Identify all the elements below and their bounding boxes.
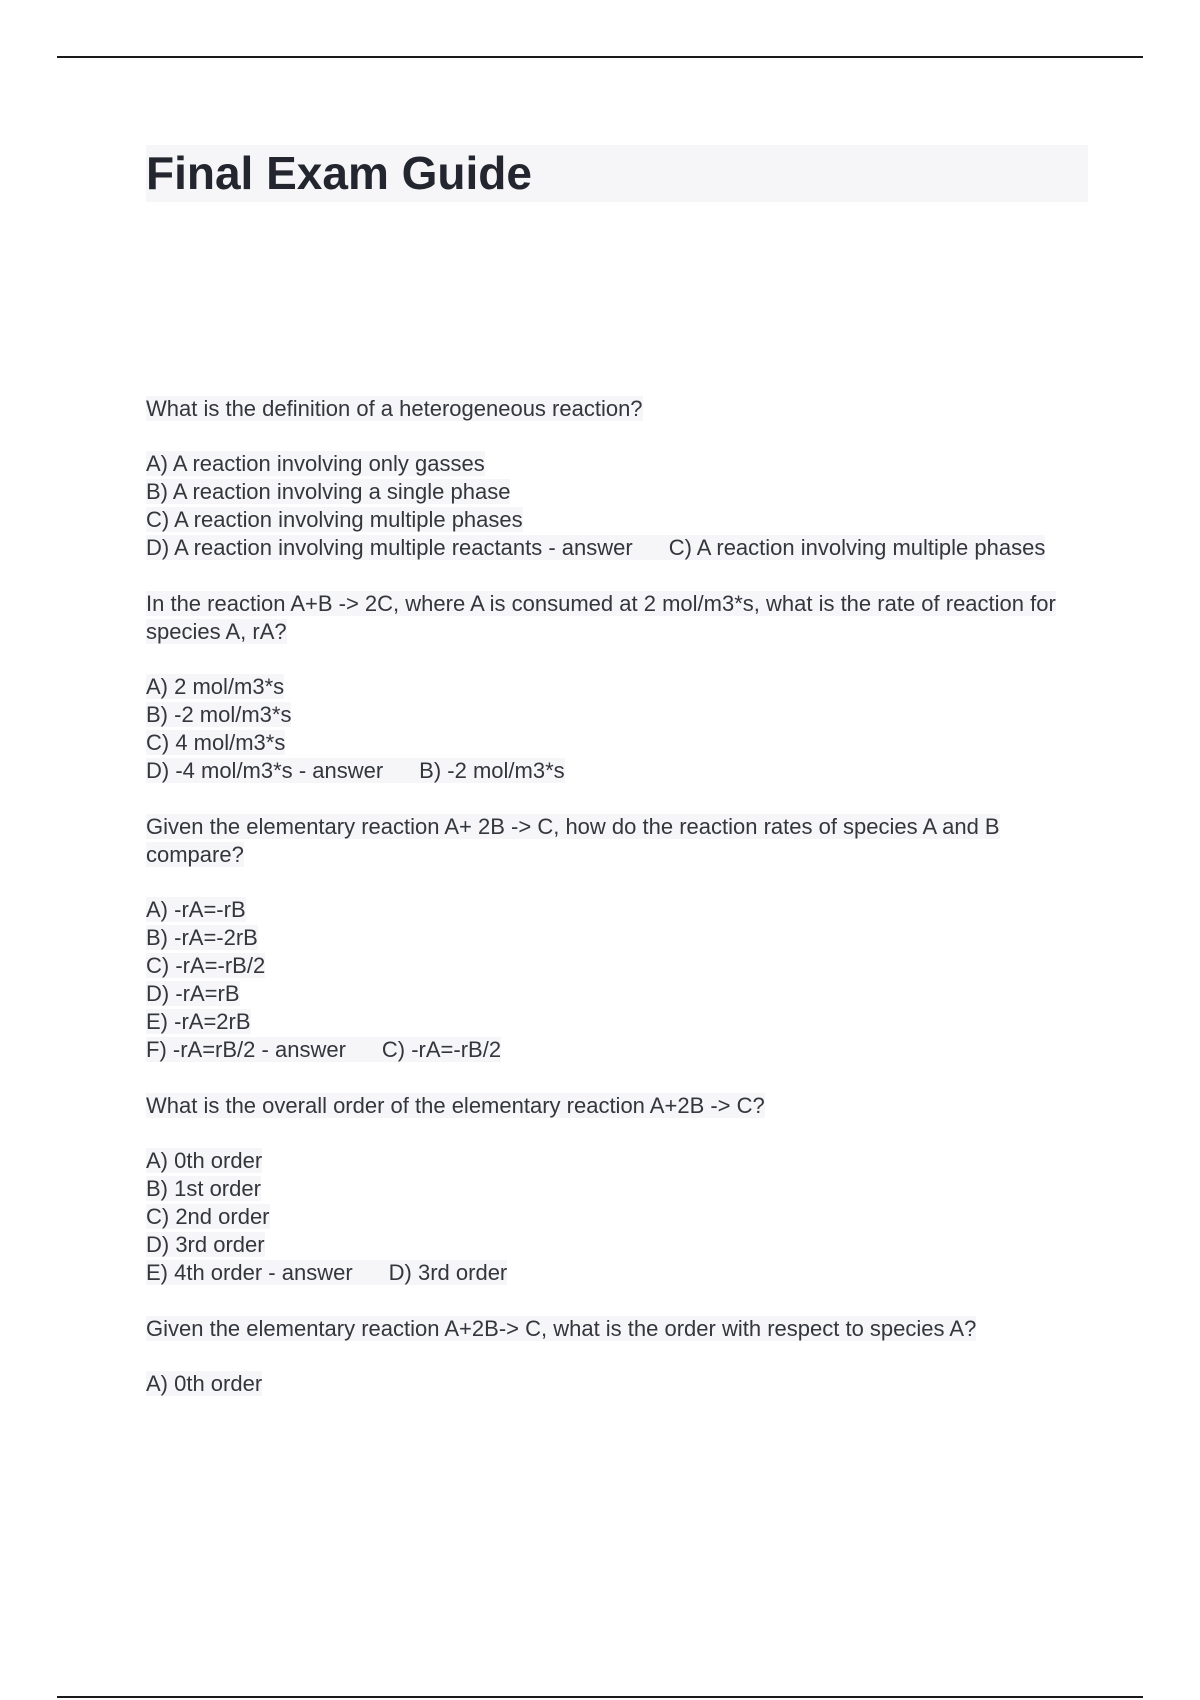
answer-choice: C) 4 mol/m3*s — [146, 730, 286, 755]
answer-choice: D) -4 mol/m3*s — [146, 758, 293, 783]
answer-choice: A) 0th order — [146, 1371, 263, 1396]
question-block — [146, 813, 1096, 1064]
answer-choice: B) 1st order — [146, 1176, 261, 1201]
answer-choice: C) 2nd order — [146, 1204, 270, 1229]
answer-choice: D) -rA=rB — [146, 981, 240, 1006]
answer-choice: A) A reaction involving only gasses — [146, 451, 485, 476]
question-block — [146, 590, 1096, 785]
correct-answer: C) -rA=-rB/2 — [381, 1037, 502, 1062]
document-title: Final Exam Guide — [146, 145, 1088, 202]
answer-separator: - answer — [298, 758, 384, 783]
answer-choice: E) -rA=2rB — [146, 1009, 251, 1034]
answer-choice: E) 4th order — [146, 1260, 263, 1285]
correct-answer: D) 3rd order — [388, 1260, 508, 1285]
answer-choice: A) 2 mol/m3*s — [146, 674, 285, 699]
question-block — [146, 1315, 1096, 1398]
answer-choice: D) 3rd order — [146, 1232, 265, 1257]
question-prompt: What is the overall order of the elementary reaction A+2B -> C? — [146, 1093, 765, 1118]
top-divider — [57, 56, 1143, 58]
correct-answer: B) -2 mol/m3*s — [419, 758, 565, 783]
answer-line — [146, 1259, 1096, 1287]
question-block — [146, 395, 1096, 562]
question-prompt: Given the elementary reaction A+2B-> C, what is the order with respect to species A? — [146, 1316, 977, 1341]
answer-choice: A) 0th order — [146, 1148, 263, 1173]
answer-choice: F) -rA=rB/2 — [146, 1037, 256, 1062]
answer-separator: - answer — [268, 1260, 353, 1285]
answer-choice: B) -2 mol/m3*s — [146, 702, 292, 727]
question-list — [146, 395, 1096, 1426]
answer-choice: B) A reaction involving a single phase — [146, 479, 511, 504]
answer-choice: C) -rA=-rB/2 — [146, 953, 266, 978]
question-prompt: Given the elementary reaction A+ 2B -> C, how do the reaction rates of species A and B compare? — [146, 814, 1000, 867]
answer-choice: A) -rA=-rB — [146, 897, 246, 922]
bottom-divider — [57, 1696, 1143, 1698]
correct-answer: C) A reaction involving multiple phases — [668, 535, 1046, 560]
question-block — [146, 1092, 1096, 1287]
question-prompt: In the reaction A+B -> 2C, where A is consumed at 2 mol/m3*s, what is the rate of reaction for species A, rA? — [146, 591, 1056, 644]
answer-separator: - answer — [548, 535, 633, 560]
answer-line — [146, 534, 1096, 562]
answer-separator: - answer — [261, 1037, 346, 1062]
answer-line — [146, 1036, 1096, 1064]
question-prompt: What is the definition of a heterogeneous reaction? — [146, 396, 643, 421]
answer-choice: C) A reaction involving multiple phases — [146, 507, 523, 532]
answer-choice: B) -rA=-2rB — [146, 925, 258, 950]
answer-line — [146, 757, 1096, 785]
answer-choice: D) A reaction involving multiple reactants — [146, 535, 543, 560]
